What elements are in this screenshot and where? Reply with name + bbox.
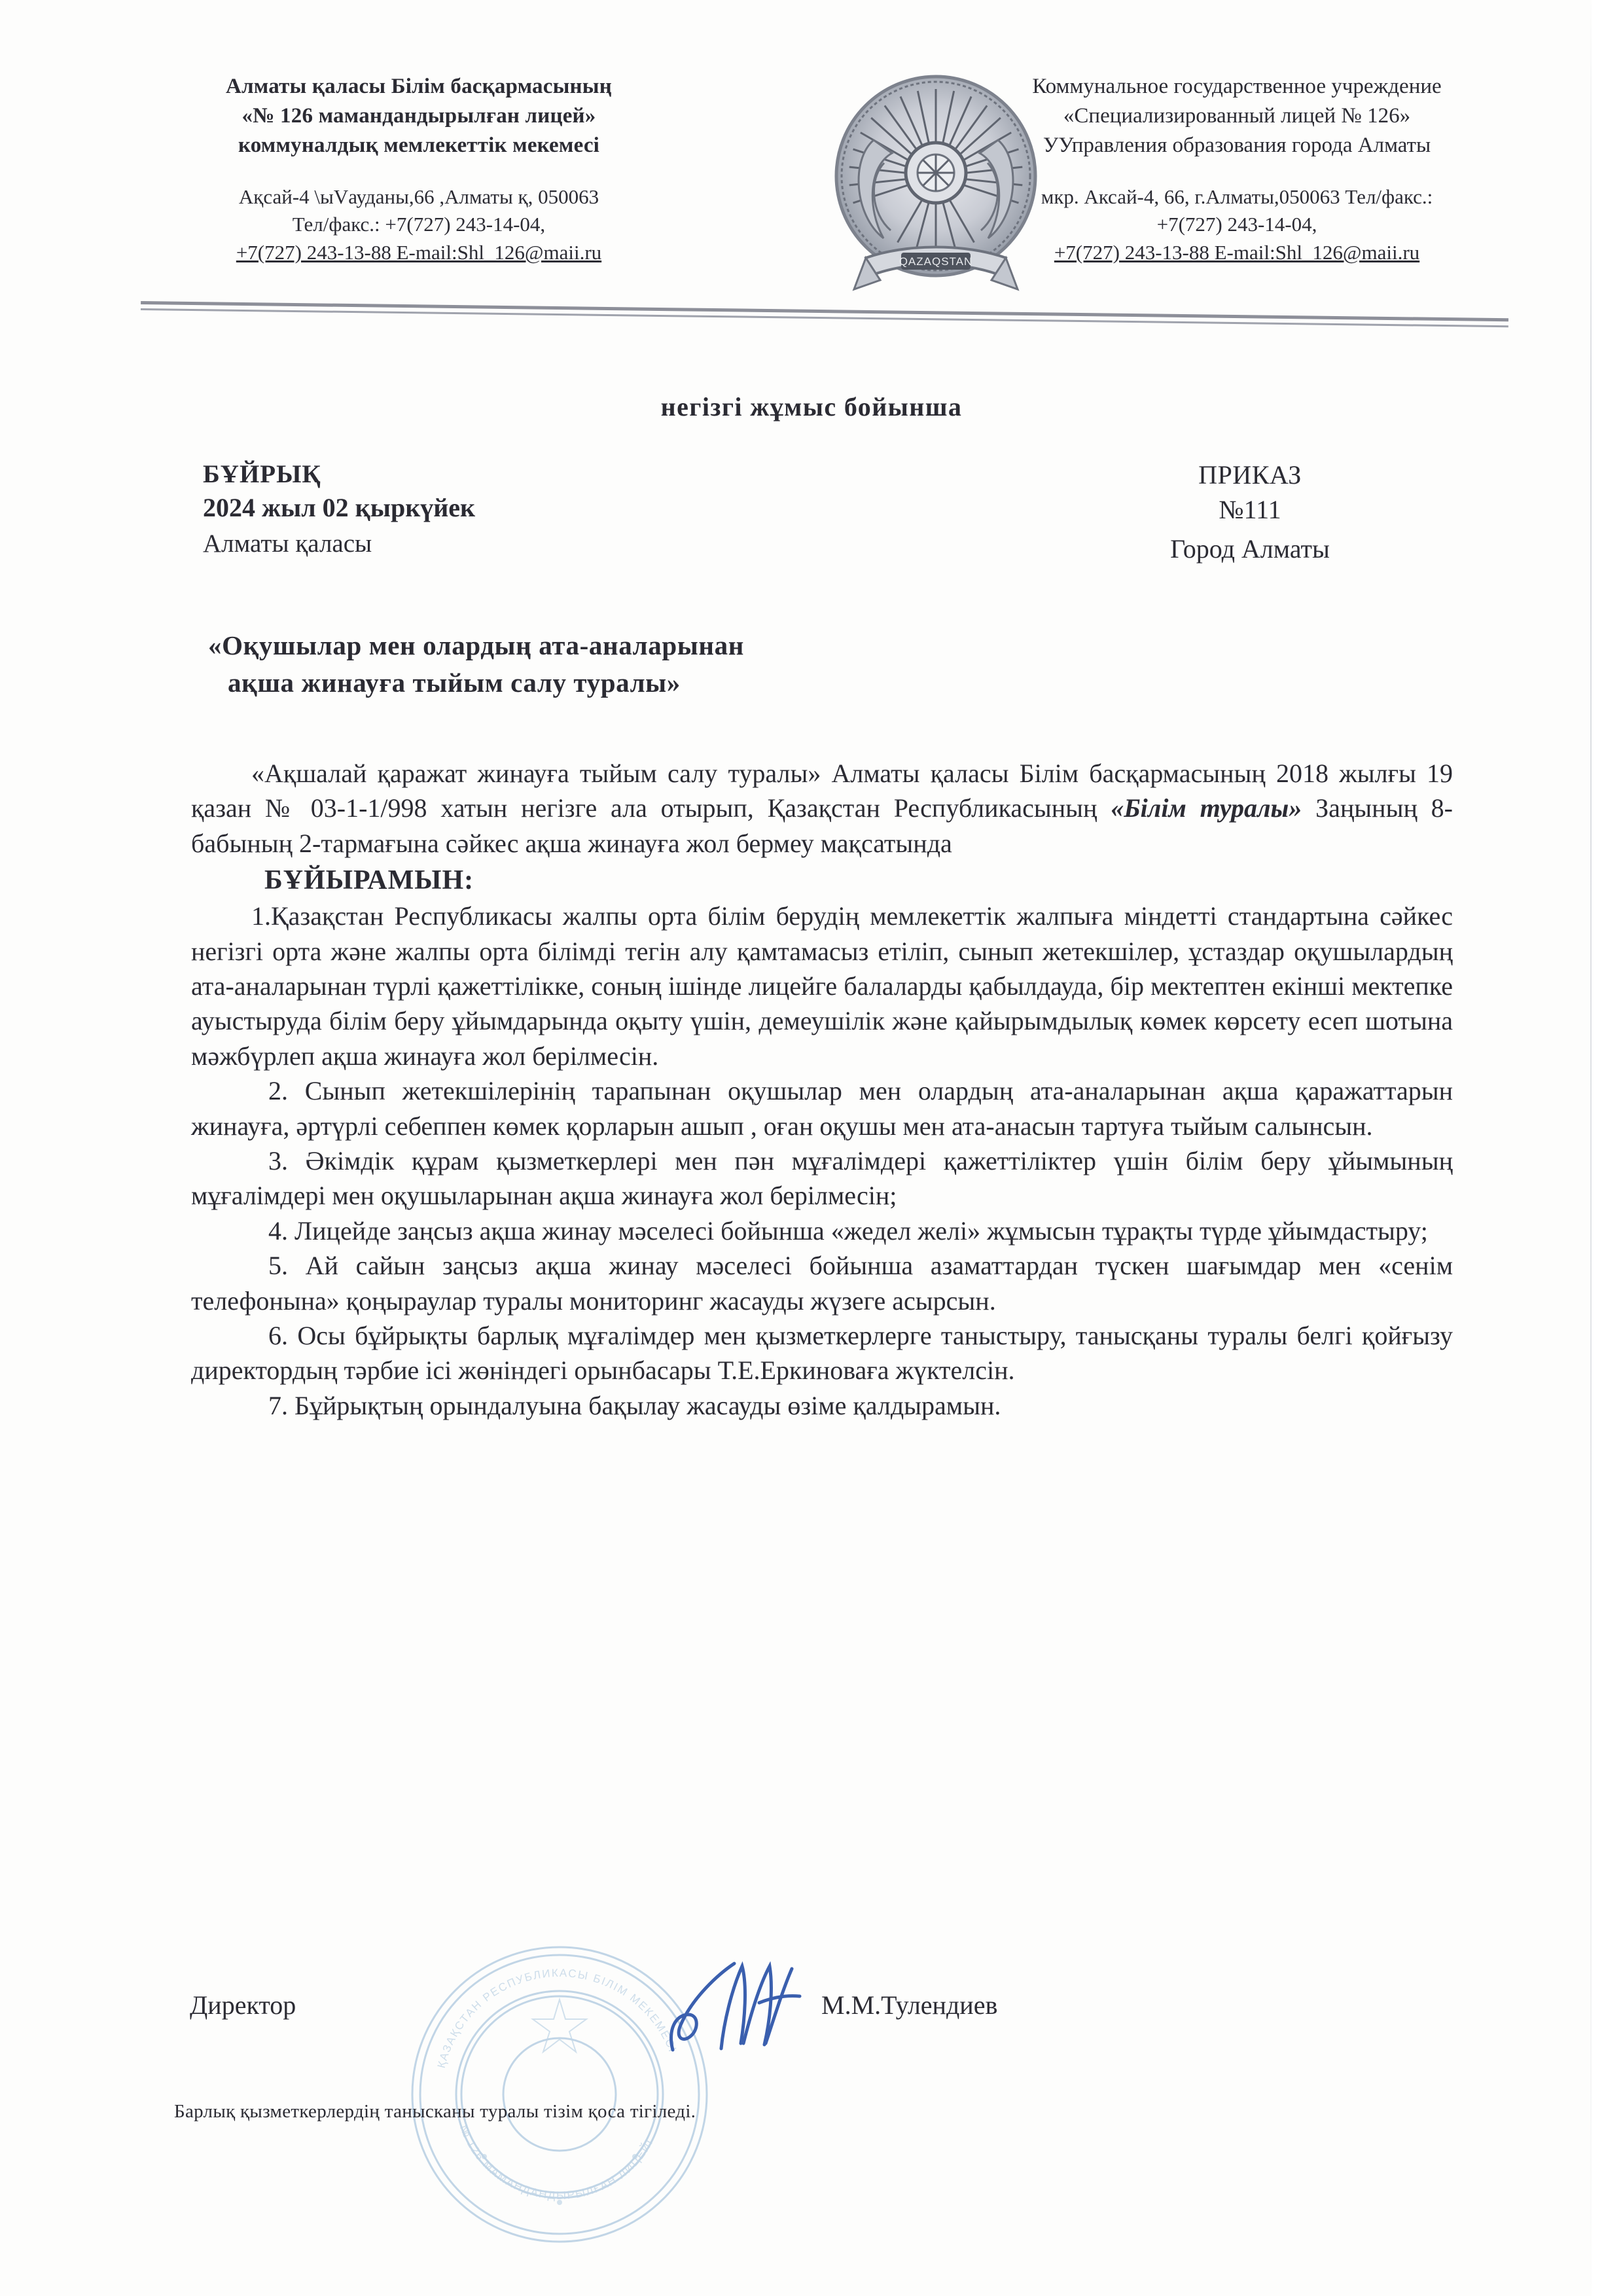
order-item-3: 3. Әкімдік құрам қызметкерлері мен пән мұғалімдері қажеттіліктер үшін білім беру ұйымының мұғалімдері мен оқушыларынан ақша жинауға жол берілмесін; [191, 1145, 1453, 1211]
org-name-kk-line2: «№ 126 мамандандырылған лицей» [241, 104, 596, 128]
order-item-6: 6. Осы бұйрықты барлық мұғалімдер мен қызметкерлерге таныстыру, танысқаны туралы белгі қойғызу директордың тәрбие ісі жөніндегі орынбасары Т.Е.Еркиноваға жүктелсін. [191, 1320, 1453, 1386]
org-email-ru: +7(727) 243-13-88 E-mail:Shl_126@maii.ru [1054, 241, 1420, 264]
document-title-line2: ақша жинауға тыйым салу туралы» [228, 667, 681, 698]
order-item-7: 7. Бұйрықтың орындалуына бақылау жасауды өзіме қалдырамын. [268, 1390, 1001, 1420]
order-block [0, 458, 1623, 641]
org-name-kk-line3: коммуналдық мемлекеттік мекемесі [238, 134, 600, 158]
preamble-law-name: «Білім туралы» [1111, 793, 1302, 823]
signature-block [190, 1990, 1270, 2062]
handwritten-signature-icon [661, 1952, 818, 2063]
scan-margin [1592, 0, 1623, 2296]
document-title-line1: «Оқушылар мен олардың ата-аналарынан [208, 630, 744, 660]
preamble-text-part2: Заңының 8-бабының 2-тармағына сәйкес ақша жинауға жол бермеу мақсатында [191, 793, 1453, 858]
org-address-kk-line2: Тел/факс.: +7(727) 243-14-04, [292, 213, 546, 236]
order-block-russian [1021, 458, 1479, 567]
signatory-role: Директор [190, 1990, 296, 2020]
org-email-kk: +7(727) 243-13-88 E-mail:Shl_126@maii.ru [236, 241, 602, 264]
order-block-kazakh [203, 458, 475, 562]
org-name-ru-line1: Коммунальное государственное учреждение [1032, 75, 1442, 98]
document-body [191, 756, 1453, 1423]
signatory-name: М.М.Тулендиев [821, 1990, 998, 2020]
order-item-4: 4. Лицейде заңсыз ақша жинау мәселесі бойынша «жедел желі» жұмысын тұрақты түрде ұйымдастыру; [268, 1215, 1428, 1246]
order-item-1: 1.Қазақстан Республикасы жалпы орта білім берудің мемлекеттік жалпыға міндетті стандартына сәйкес негізгі орта және жалпы орта білімді тегін алу қамтамасыз етіліп, сынып жетекшілер, ұстаздар оқушылардың ата-аналарынан түрлі қажеттілікке, соның ішінде лицейге балаларды қабылдауда, бір мектептен екінші мектепке ауыстыруда білім беру ұйымдарында оқыту үшін, демеушілік және қайырымдылық көмек көрсету есеп шотына мәжбүрлеп ақша жинауға жол берілмесін. [191, 901, 1453, 1071]
emblem-ribbon-text: QAZAQSTAN [899, 255, 973, 268]
order-city-ru: Город Алматы [1170, 533, 1330, 564]
document-title [208, 627, 1190, 701]
svg-text:ҚАЗАҚСТАН РЕСПУБЛИКАСЫ БІЛІМ М: ҚАЗАҚСТАН РЕСПУБЛИКАСЫ БІЛІМ МЕКЕМЕСІ [435, 1966, 679, 2070]
order-number: №111 [1219, 494, 1281, 524]
order-item-2: 2. Сынып жетекшілерінің тарапынан оқушылар мен олардың ата-аналарынан ақша қаражаттарын жинауға, әртүрлі себеппен көмек қорларын ашып , оған оқушы мен ата-анасын тартуға тыйым салынсын. [191, 1076, 1453, 1141]
subheading: негізгі жұмыс бойынша [660, 392, 963, 422]
org-name-ru-line3: УУправления образования города Алматы [1043, 134, 1431, 158]
org-address-kk-line1: Ақсай-4 \ыVауданы,66 ,Алматы қ, 050063 [238, 185, 599, 208]
order-item-5: 5. Ай сайын заңсыз ақша жинау мәселесі бойынша азаматтардан түскен шағымдар мен «сенім телефонына» қоңыраулар туралы мониторинг жасауды жүзеге асырсын. [191, 1251, 1453, 1316]
scan-edge-line [1590, 0, 1592, 2296]
letterhead-kazakh [164, 72, 674, 267]
official-seal [406, 1941, 713, 2248]
order-city-kk: Алматы қаласы [203, 529, 372, 558]
org-address-ru-line2: +7(727) 243-14-04, [1156, 213, 1317, 236]
org-address-ru-line1: мкр. Аксай-4, 66, г.Алматы,050063 Тел/факс.: [1041, 185, 1433, 208]
preamble-text-part1: «Ақшалай қаражат жинауға тыйым салу туралы» Алматы қаласы Білім басқармасының 2018 жылғы 19 қазан № 03-1-1/998 хатын негізге ала отырып, Қазақстан Республикасының [191, 759, 1453, 823]
command-word: БҰЙЫРАМЫН: [264, 865, 474, 896]
svg-text:№ 126 МАМАНДАНДЫРЫЛҒАН ЛИЦЕЙІ: № 126 МАМАНДАНДЫРЫЛҒАН ЛИЦЕЙІ [457, 2123, 656, 2202]
org-name-kk-line1: Алматы қаласы Білім басқармасының [226, 75, 612, 98]
order-label-ru: ПРИКАЗ [1198, 460, 1302, 490]
letterhead [137, 72, 1512, 308]
order-date-kk: 2024 жыл 02 қыркүйек [203, 492, 476, 522]
preamble-paragraph [191, 756, 1453, 861]
letterhead-russian [982, 72, 1492, 267]
order-label-kk: БҰЙРЫҚ [203, 460, 321, 488]
footnote: Барлық қызметкерлердің танысканы туралы тізім қоса тігіледі. [174, 2101, 696, 2122]
org-name-ru-line2: «Специализированный лицей № 126» [1063, 104, 1411, 128]
